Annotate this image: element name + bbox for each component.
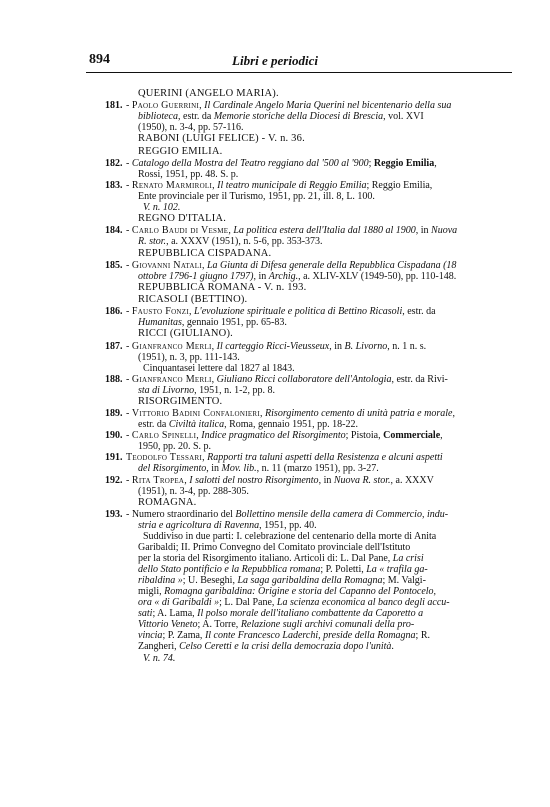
text-run: , estr. da Rivi- [391, 373, 448, 385]
text-run: (1950), n. 3-4, pp. 57-116. [138, 122, 244, 134]
title-text: Humanitas [138, 317, 182, 329]
entry-continuation [138, 575, 426, 586]
page-number: 894 [89, 52, 110, 67]
text-run: , estr. da [402, 306, 436, 318]
section-heading: RISORGIMENTO. [138, 395, 223, 407]
title-text: Il carteggio Ricci-Vieusseux [216, 340, 330, 352]
entry-continuation [138, 542, 410, 553]
entry-number: 186. [105, 306, 123, 318]
text-run: ; R. [415, 630, 430, 642]
entry-continuation [138, 236, 323, 247]
title-text: Catalogo della Mostra del Teatro reggiano dal '500 al '900 [131, 157, 369, 169]
text-run: - [126, 157, 132, 169]
title-text: vincia [138, 630, 163, 642]
text-run: Suddiviso in due parti: I. celebrazione del centenario della morte di Anita [143, 530, 437, 542]
running-title: Libri e periodici [232, 53, 318, 68]
entry-line [126, 225, 457, 236]
title-text: dello Stato pontificio e la Repubblica romana [138, 564, 321, 576]
text-run: (1951), n. 3-4, pp. 288-305. [138, 485, 249, 497]
text-run: , in [253, 270, 269, 282]
title-text: Indice pragmatico del Risorgimento [201, 430, 346, 442]
title-text: Giuliano Ricci collaboratore dell'Antologia [216, 373, 392, 385]
text-run: - [126, 373, 132, 385]
title-text: Nuova R. stor. [333, 474, 391, 486]
entry-line [126, 180, 432, 191]
title-text: Archig. [268, 270, 299, 282]
title-text: La Giunta di Difesa generale della Repubblica Cispadana (18 [206, 259, 457, 271]
text-run: per la storia del Risorgimento italiano. Articoli di: L. Dal Pane, [138, 553, 393, 565]
author-name: Gianfranco Merli [131, 340, 212, 352]
text-run: , [434, 157, 437, 169]
entry-number: 185. [105, 259, 123, 271]
section-heading: REGGIO EMILIA. [138, 145, 223, 157]
entry-continuation [143, 653, 175, 664]
text-run: , in [206, 463, 222, 475]
text-run: , [211, 373, 217, 385]
entry-number: 190. [105, 430, 123, 442]
text-run: Garibaldi; II. Primo Convegno del Comitato provinciale dell'Istituto [138, 542, 411, 553]
section-heading: RABONI (LUIGI FELICE) - V. n. 36. [138, 133, 305, 145]
text-run: , [199, 100, 205, 112]
author-name: Fausto Fonzi [131, 306, 189, 318]
author-name: Gianfranco Merli [131, 373, 212, 385]
author-name: Renato Marmiroli [131, 180, 213, 191]
author-name: Giovanni Natali [131, 259, 202, 271]
text-run: - [126, 474, 132, 486]
title-text: ottobre 1796-1 giugno 1797) [138, 270, 254, 282]
text-run: ; Pistoia, [345, 430, 384, 442]
title-text: Il polso morale dell'italiano combattente da Caporetto a [197, 608, 424, 620]
text-run: , n. 1 n. s. [387, 340, 427, 352]
section-heading: REPUBBLICA CISPADANA. [138, 247, 272, 259]
title-text: sati [138, 608, 153, 620]
author-name: Carlo Spinelli [131, 430, 197, 442]
text-run: , a. XXXV (1951), n. 5-6, pp. 353-373. [166, 236, 323, 248]
text-run: , gennaio 1951, pp. 65-83. [181, 317, 287, 329]
title-text: ora « di Garibaldi » [138, 597, 220, 609]
entry-continuation [138, 641, 394, 652]
entry-line [126, 374, 448, 385]
text-run: Cinquantasei lettere dal 1827 al 1843. [143, 362, 295, 374]
section-heading: ROMAGNA. [138, 496, 197, 508]
entry-continuation [138, 486, 249, 497]
entry-number: 192. [105, 474, 123, 486]
title-text: Rapporti tra taluni aspetti della Resistenza e alcuni aspetti [207, 452, 443, 464]
entry-continuation [138, 586, 436, 597]
text-run: - [126, 340, 132, 352]
author-name: Paolo Guerrini [131, 100, 200, 112]
title-text: Vittorio Veneto [138, 619, 198, 631]
entry-continuation [138, 169, 238, 180]
title-text: Civiltà italica [168, 419, 225, 431]
text-run: ; A. Lama, [152, 608, 198, 620]
text-run: Commerciale [383, 430, 441, 442]
entry-continuation [138, 608, 423, 619]
entry-line [126, 475, 434, 486]
text-run: ; P. Zama, [162, 630, 205, 642]
entry-line [126, 452, 443, 463]
text-run: - [126, 408, 132, 420]
text-run: , [228, 225, 234, 237]
text-run: ; U. Beseghi, [182, 575, 238, 587]
entry-number: 188. [105, 373, 123, 385]
section-heading: REGNO D'ITALIA. [138, 213, 227, 225]
entry-number: 189. [105, 408, 123, 420]
entry-continuation [138, 619, 414, 630]
entry-continuation [138, 553, 424, 564]
entry-number: 181. [105, 100, 123, 112]
text-run: Zangheri, [138, 641, 180, 653]
text-run: - [126, 225, 132, 237]
text-run: , [189, 306, 194, 318]
author-name: Teodolfo Tessari [126, 452, 203, 464]
entry-line [126, 341, 426, 352]
title-text: stria e agricoltura di Ravenna [138, 519, 260, 531]
text-run: , a. XXXV [390, 474, 434, 486]
title-text: Risorgimento cemento di unità patria e morale [265, 408, 453, 420]
entry-continuation [138, 111, 424, 122]
text-run: , Roma, gennaio 1951, pp. 18-22. [224, 419, 358, 431]
title-text: L'evoluzione spirituale e politica di Bettino Ricasoli [194, 306, 403, 318]
title-text: Relazione sugli archivi comunali della pro- [240, 619, 415, 631]
author-name: Carlo Baudi di Vesme [131, 225, 229, 237]
text-run: , [202, 452, 208, 464]
text-run: , vol. XVI [383, 111, 424, 123]
text-run: , n. 11 (marzo 1951), pp. 3-27. [256, 463, 379, 475]
section-heading: RICCI (GIULIANO). [138, 328, 233, 340]
title-text: del Risorgimento [138, 463, 207, 475]
text-run: ; M. Valgi- [382, 575, 426, 587]
entry-continuation [138, 630, 430, 641]
entry-line [126, 100, 451, 111]
section-heading: QUERINI (ANGELO MARIA). [138, 88, 279, 99]
text-run: Reggio Emilia [373, 157, 435, 169]
text-run: , in [318, 474, 334, 486]
title-text: Bollettino mensile della camera di Commercio, indu- [235, 508, 449, 520]
title-text: Il Cardinale Angelo Maria Querini nel bicentenario della sua [204, 100, 452, 112]
header-rule [86, 72, 512, 73]
entry-continuation [138, 463, 379, 474]
text-run: ; A. Torre, [197, 619, 241, 631]
text-run: Ente provinciale per il Turismo, 1951, pp. 21, ill. 8, L. 100. [138, 191, 375, 203]
entry-continuation [138, 419, 358, 430]
entry-continuation [138, 441, 211, 452]
title-text: ribaldina » [138, 575, 183, 587]
text-run: - Numero straordinario del [126, 508, 236, 520]
text-run: , in [329, 340, 345, 352]
title-text: La politica estera dell'Italia dal 1880 al 1900 [233, 225, 416, 237]
entry-number: 193. [105, 508, 123, 520]
text-run: - [126, 430, 132, 442]
entry-continuation [138, 520, 317, 531]
entry-number: 184. [105, 225, 123, 237]
text-run: , [184, 474, 190, 486]
text-run: , [196, 430, 202, 442]
text-run: ; Reggio Emilia, [366, 180, 433, 191]
entry-continuation [138, 564, 428, 575]
text-run: migli, [138, 586, 165, 598]
text-run: Rossi, 1951, pp. 48. S. p. [138, 168, 239, 180]
text-run: , [211, 340, 217, 352]
title-text: biblioteca [138, 111, 178, 123]
section-heading: REPUBBLICA ROMANA - V. n. 193. [138, 281, 307, 293]
entry-continuation [138, 597, 450, 608]
title-text: R. stor. [138, 236, 167, 248]
entry-continuation [143, 531, 436, 542]
entry-continuation [138, 122, 243, 133]
entry-number: 182. [105, 157, 123, 169]
text-run: , [452, 408, 455, 420]
entry-line [126, 260, 456, 271]
text-run: (1951), n. 3, pp. 111-143. [138, 351, 240, 363]
entry-continuation [143, 363, 295, 374]
text-run: - [126, 180, 132, 191]
title-text: Mov. lib. [221, 463, 257, 475]
title-text: I salotti del nostro Risorgimento [189, 474, 319, 486]
title-text: La crisi [392, 553, 424, 565]
entry-line [126, 408, 455, 419]
title-text: La « trafila ga- [366, 564, 428, 576]
text-run: ; L. Dal Pane, [219, 597, 277, 609]
text-run: - [126, 100, 132, 112]
text-run: , in [415, 225, 432, 237]
title-text: Il conte Francesco Laderchi, preside della Romagna [204, 630, 416, 642]
title-text: La saga garibaldina della Romagna [237, 575, 383, 587]
entry-number: 191. [105, 452, 123, 464]
text-run: - [126, 259, 132, 271]
entry-continuation [143, 202, 180, 213]
title-text: Memorie storiche della Diocesi di Brescia [213, 111, 384, 123]
title-text: B. Livorno [344, 340, 388, 352]
entry-line [126, 306, 436, 317]
text-run: , [440, 430, 443, 442]
text-run: ; P. Poletti, [320, 564, 367, 576]
title-text: Nuova [431, 225, 458, 237]
title-text: V. n. 74. [143, 652, 176, 664]
title-text: V. n. 102. [143, 202, 181, 214]
section-heading: RICASOLI (BETTINO). [138, 294, 248, 306]
title-text: Romagna garibaldina: Origine e storia del Capanno del Pontocelo, [164, 586, 437, 598]
entry-continuation [138, 317, 287, 328]
title-text: Il teatro municipale di Reggio Emilia [217, 180, 367, 191]
text-run: ; [368, 157, 374, 169]
text-run: . [391, 641, 394, 653]
text-run: , estr. da [178, 111, 214, 123]
author-name: Vittorio Badini Confalonieri [131, 408, 261, 420]
entry-number: 183. [105, 180, 123, 191]
title-text: Celso Ceretti e la crisi della democrazia dopo l'unità [179, 641, 392, 653]
text-run: 1950, pp. 20. S. p. [138, 441, 212, 453]
text-run: , [212, 180, 218, 191]
text-run: , [260, 408, 266, 420]
entry-continuation [138, 191, 375, 202]
entry-line [126, 158, 437, 169]
entry-number: 187. [105, 340, 123, 352]
text-run: , 1951, n. 1-2, pp. 8. [194, 384, 275, 396]
entry-continuation [138, 352, 240, 363]
title-text: sta di Livorno [138, 384, 195, 396]
text-run: , 1951, pp. 40. [259, 519, 317, 531]
entry-continuation [138, 385, 275, 396]
text-run: , [201, 259, 207, 271]
entry-line [126, 430, 443, 441]
entry-continuation [138, 271, 456, 282]
text-run: , a. XLIV-XLV (1949-50), pp. 110-148. [298, 270, 457, 282]
text-run: - [126, 306, 132, 318]
entry-line [126, 509, 448, 520]
title-text: La scienza economica al banco degli accu- [276, 597, 450, 609]
author-name: Rita Tropea [131, 474, 185, 486]
text-run: estr. da [138, 419, 169, 431]
